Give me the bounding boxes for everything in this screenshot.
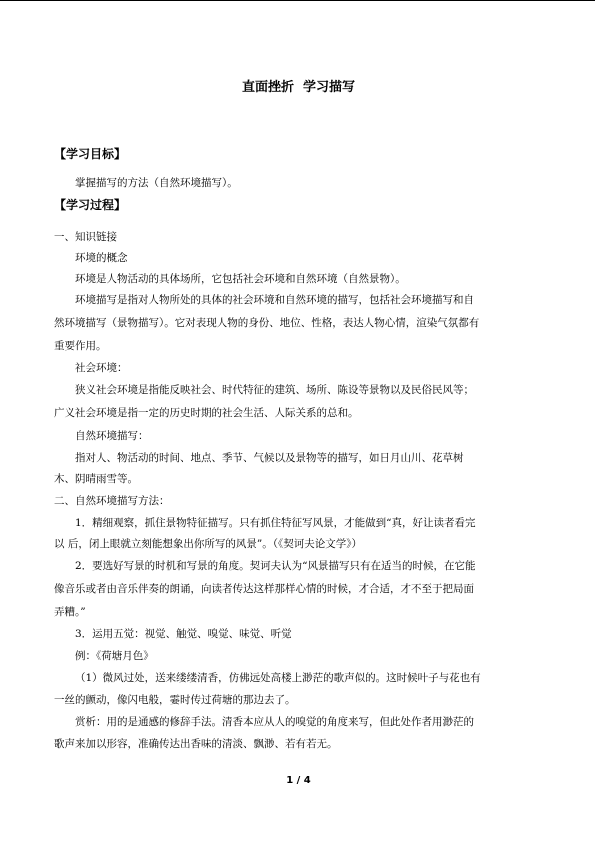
paragraph-line: 狭义社会环境是指能反映社会、时代特征的建筑、场所、陈设等景物以及民俗民风等； xyxy=(75,384,474,396)
document-title: 直面挫折 学习描写 xyxy=(241,80,356,95)
paragraph-line: 2．要选好写景的时机和写景的角度。契诃夫认为“风景描写只有在适当的时候，在它能 xyxy=(75,560,476,572)
page-number: 1 / 4 xyxy=(286,775,311,786)
paragraph-line: 3．运用五觉：视觉、触觉、嗅觉、味觉、听觉 xyxy=(75,628,292,640)
paragraph-line: 环境的概念 xyxy=(75,252,128,264)
paragraph-line: 然环境描写（景物描写）。它对表现人物的身份、地位、性格，表达人物心情，渲染气氛都有 xyxy=(54,317,480,329)
section-heading-goals: 【学习目标】 xyxy=(54,147,127,161)
paragraph-line: 歌声来加以形容，准确传达出香味的清淡、飘渺、若有若无。 xyxy=(54,738,338,750)
paragraph-line: 以 后，闭上眼就立刻能想象出你所写的风景”。（《契诃夫论文学》） xyxy=(54,538,362,550)
paragraph-line: 社会环境： xyxy=(75,362,128,374)
goal-text: 掌握描写的方法（自然环境描写）。 xyxy=(75,177,238,189)
paragraph-line: 像音乐或者由音乐伴奏的朗诵，向读者传达这样那样心情的时候，才合适，才不至于把局面 xyxy=(54,583,474,595)
paragraph-line: 一丝的颤动，像闪电般，霎时传过荷塘的那边去了。 xyxy=(54,694,296,706)
paragraph-line: 环境是人物活动的具体场所，它包括社会环境和自然环境（自然景物）。 xyxy=(75,273,406,285)
paragraph-line: 自然环境描写： xyxy=(75,430,149,442)
paragraph-line: 1．精细观察，抓住景物特征描写。只有抓住特征写风景，才能做到“真，好让读者看完 xyxy=(75,517,476,529)
paragraph-line: 例：《荷塘月色》 xyxy=(75,650,154,662)
section-heading-process: 【学习过程】 xyxy=(54,198,127,212)
paragraph-line: 木、阴晴雨雪等。 xyxy=(54,473,138,485)
paragraph-line: 环境描写是指对人物所处的具体的社会环境和自然环境的描写，包括社会环境描写和自 xyxy=(75,294,474,306)
paragraph-line: 一、知识链接 xyxy=(54,231,117,243)
paragraph-line: 赏析：用的是通感的修辞手法。清香本应从人的嗅觉的角度来写，但此处作者用渺茫的 xyxy=(75,716,474,728)
paragraph-line: （1）微风过处，送来缕缕清香，仿佛远处高楼上渺茫的歌声似的。这时候叶子与花也有 xyxy=(75,672,481,684)
paragraph-line: 弄糟。” xyxy=(54,606,86,618)
paragraph-line: 二、自然环境描写方法： xyxy=(54,495,170,507)
paragraph-line: 重要作用。 xyxy=(54,340,107,352)
paragraph-line: 广义社会环境是指一定的历史时期的社会生活、人际关系的总和。 xyxy=(54,407,359,419)
page-top-border xyxy=(0,0,595,1)
paragraph-line: 指对人、物活动的时间、地点、季节、气候以及景物等的描写，如日月山川、花草树 xyxy=(75,452,464,464)
